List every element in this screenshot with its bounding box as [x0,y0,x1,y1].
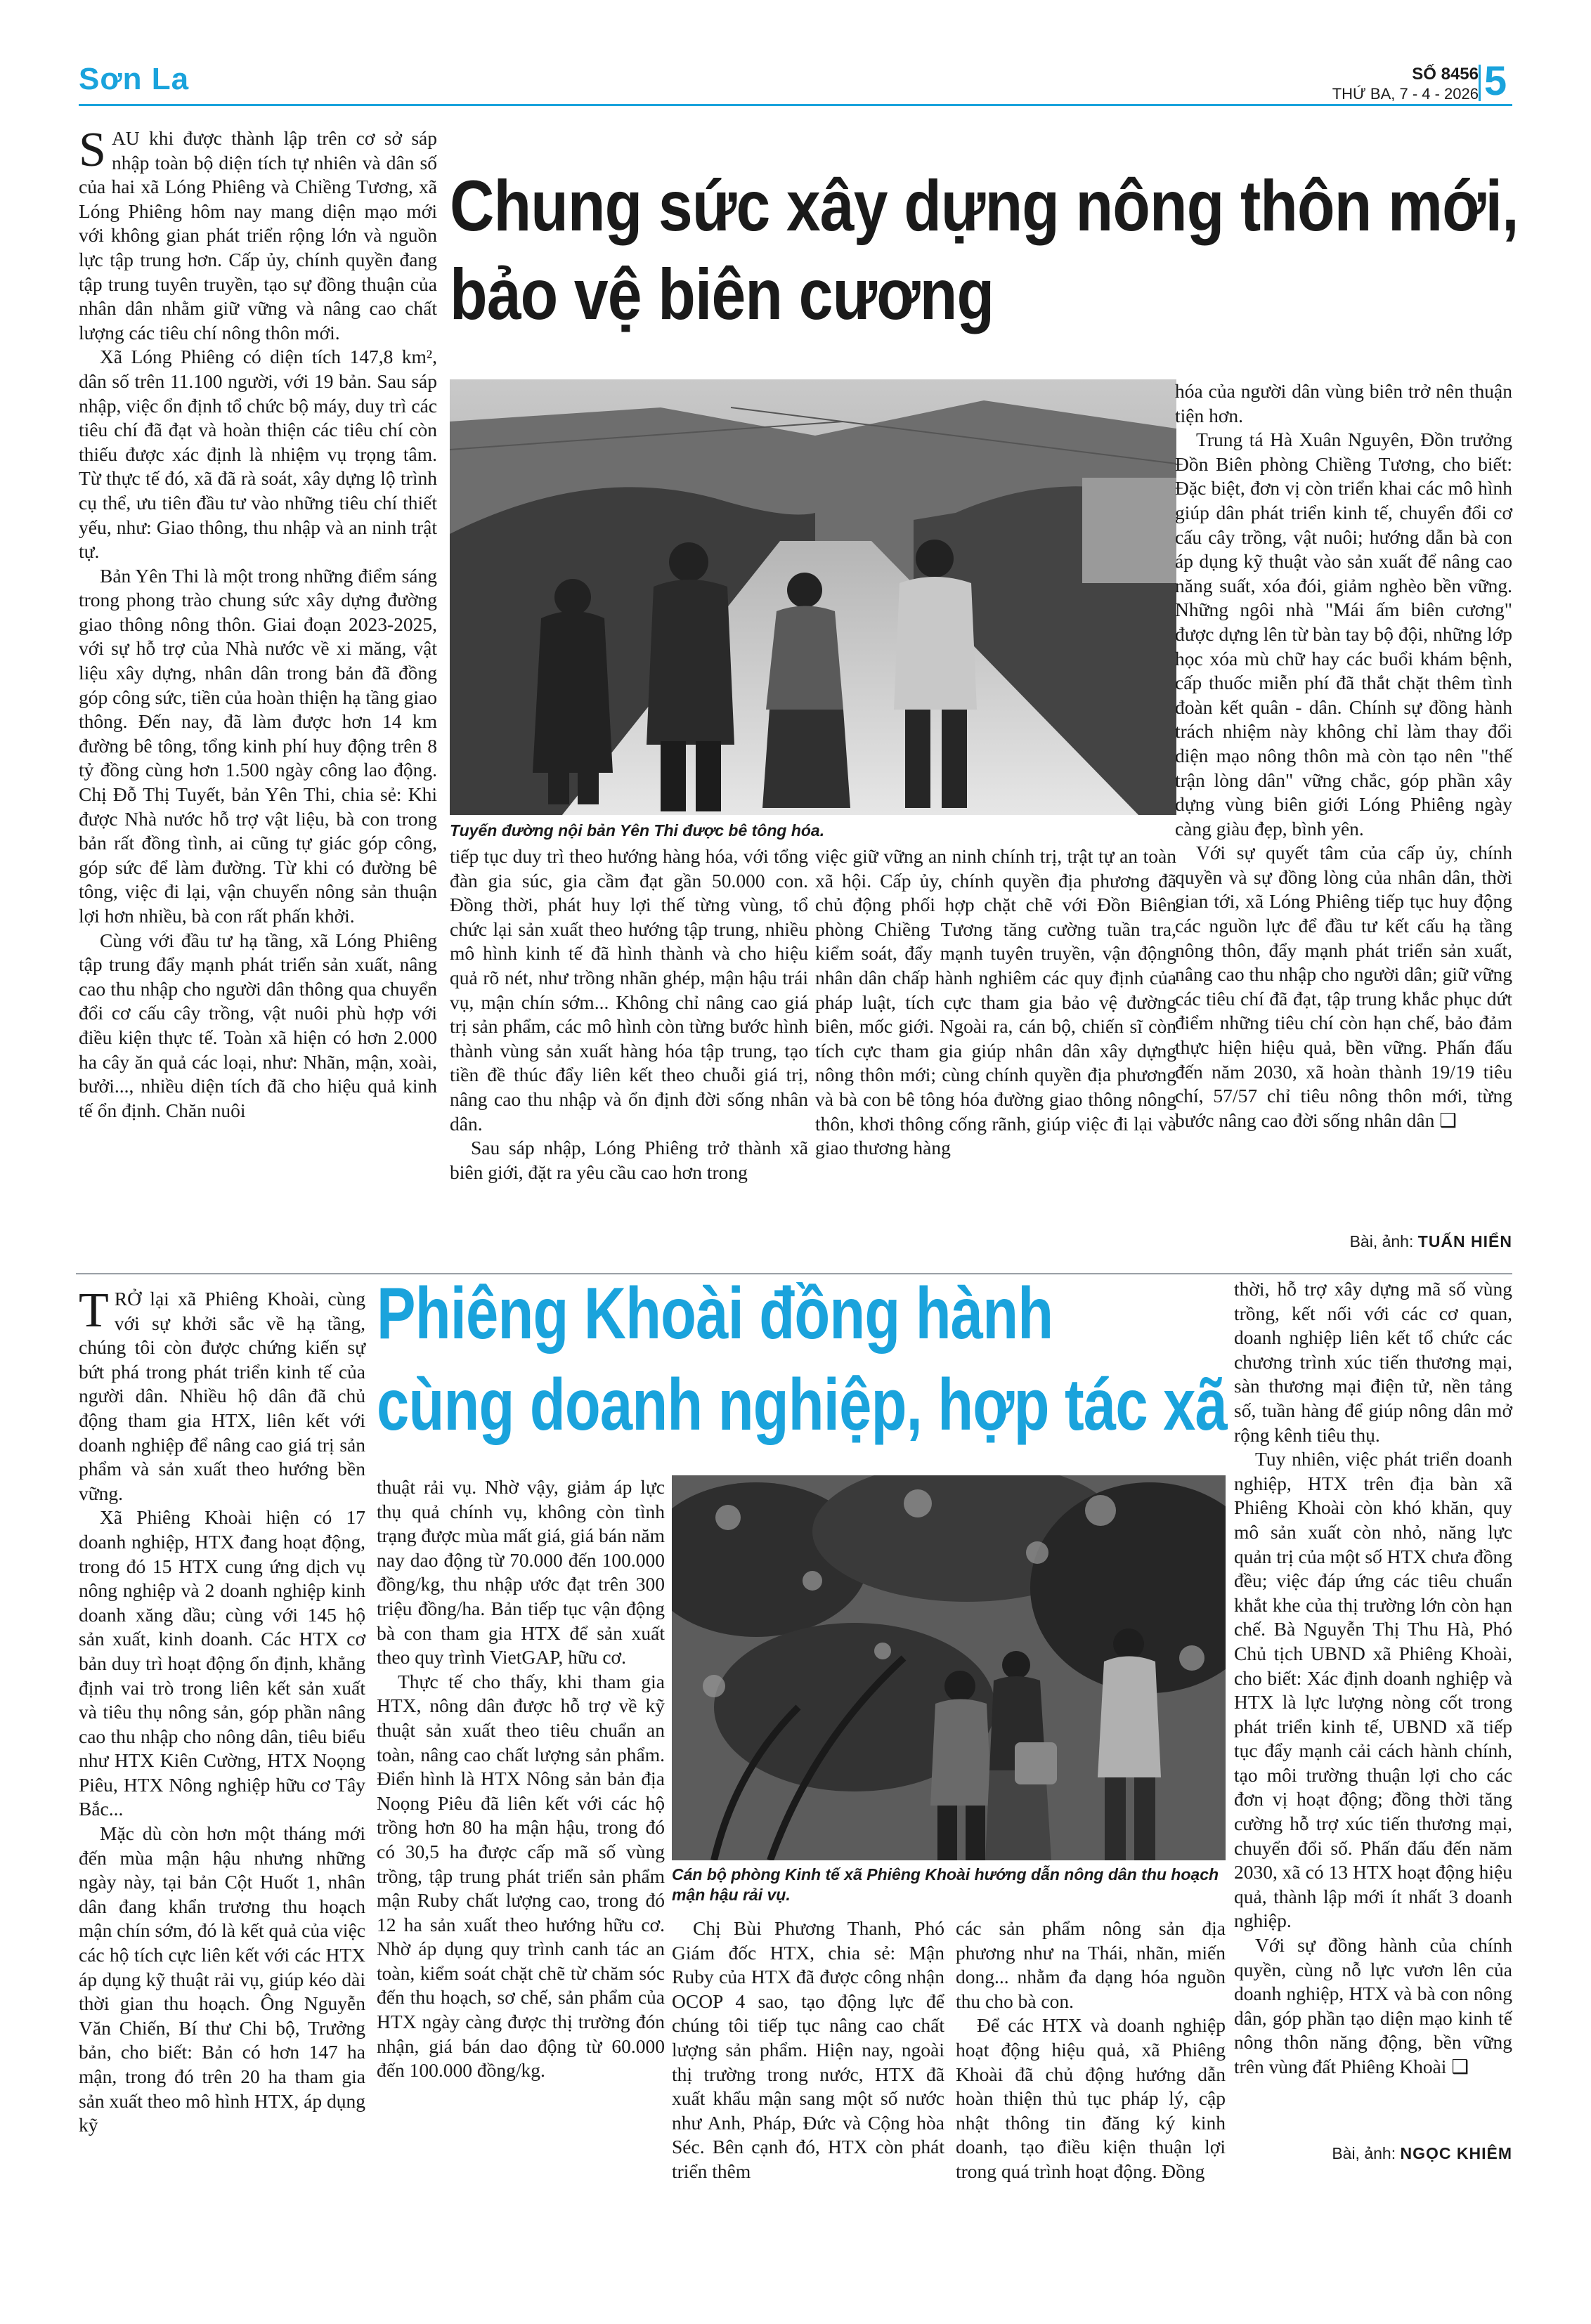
article2-col4-p2: Tuy nhiên, việc phát triển doanh nghiệp, HTX trên địa bàn xã Phiêng Khoài còn khó khăn, quy mô sản xuất còn nhỏ, năng lực quản trị của một số HTX chưa đồng đều; việc đáp ứng các tiêu chuẩn khắt khe của thị trường lớn còn hạn chế. Bà Nguyễn Thị Thu Hà, Phó Chủ tịch UBND xã Phiêng Khoài, cho biết: Xác định doanh nghiệp và HTX là lực lượng nòng cốt trong phát triển kinh tế, UBND xã tiếp tục đẩy mạnh cải cách hành chính, tạo môi trường thuận lợi cho các đơn vị hoạt động; đồng thời tăng cường hỗ trợ xúc tiến thương mại, chuyển đổi số. Phấn đấu đến năm 2030, xã có 13 HTX hoạt động hiệu quả, thành lập mới ít nhất 3 doanh nghiệp. [1234,1448,1512,1932]
article1-col1 [79,123,437,1123]
article1-col1-p3: Bản Yên Thi là một trong những điểm sáng trong phong trào chung sức xây dựng đường giao thông nông thôn. Giai đoạn 2023-2025, với sự hỗ trợ của Nhà nước về xi măng, vật liệu xây dựng, nhân dân trong bản đã đồng góp công sức, tiền của hoàn thiện hạ tầng giao thông. Đến nay, đã làm được hơn 14 km đường bê tông, tổng kinh phí huy động trên 8 tỷ đồng cùng hơn 1.500 ngày công lao động. Chị Đỗ Thị Tuyết, bản Yên Thi, chia sẻ: Khi được Nhà nước hỗ trợ vật liệu, bà con trong bản rất đồng tình, ai cũng tự giác góp công, góp sức để làm đường. Từ khi có đường bê tông, việc đi lại, vận chuyển nông sản thuận lợi hơn nhiều, bà con rất phấn khởi. [79,564,437,927]
article1-title-line1: Chung sức xây dựng nông thôn mới, [450,166,1519,246]
article1-col1-p2: Xã Lóng Phiêng có diện tích 147,8 km², dân số trên 11.100 người, với 19 bản. Sau sáp nhập, việc ổn định tổ chức bộ máy, duy trì các tiêu chí đã đạt và hoàn thiện các tiêu chí còn thiếu được xác định là nhiệm vụ trọng tâm. Từ thực tế đó, xã đã rà soát, xây dựng lộ trình cụ thể, ưu tiên đầu tư vào những tiêu chí thiết yếu, như: Giao thông, thu nhập và an ninh trật tự. [79,346,437,563]
article2-col1-p2: Xã Phiêng Khoài hiện có 17 doanh nghiệp, HTX đang hoạt động, trong đó 15 HTX cung ứng dịch vụ nông nghiệp và 2 doanh nghiệp kinh doanh xăng dầu; cùng với 145 hộ sản xuất, kinh doanh. Các HTX cơ bản duy trì hoạt động ổn định, khẳng định vai trò trong liên kết sản xuất và tiêu thụ nông sản, góp phần nâng cao thu nhập cho nông dân, tiêu biểu như HTX Kiên Cường, HTX Noọng Piêu, HTX Nông nghiệp hữu cơ Tây Bắc... [79,1506,365,1820]
issue-number: SỐ 8456 [1412,65,1479,84]
section-label: Sơn La [79,62,190,96]
article1-col4-p3: Với sự quyết tâm của cấp ủy, chính quyền và sự đồng lòng của nhân dân, thời gian tới, xã Lóng Phiêng tiếp tục huy động các nguồn lực để đầu tư kết cấu hạ tầng nông thôn, đẩy mạnh phát triển sản xuất, nâng cao thu nhập cho người dân; giữ vững các tiêu chí đã đạt, tập trung khắc phục dứt điểm những tiêu chí còn hạn chế, bảo đảm thực hiện hiệu quả, bền vững. Phấn đấu đến năm 2030, xã hoàn thành 19/19 tiêu chí, 57/57 chỉ tiêu nông thôn mới, từng bước nâng cao đời sống nhân dân ❑ [1175,842,1512,1131]
article2-photo-caption: Cán bộ phòng Kinh tế xã Phiêng Khoài hướng dẫn nông dân thu hoạch mận hậu rải vụ. [672,1865,1219,1904]
section-rule [79,104,1512,106]
article1-col3 [815,844,1176,1161]
article2-col2-p2: Thực tế cho thấy, khi tham gia HTX, nông dân được hỗ trợ về kỹ thuật sản xuất theo tiêu chuẩn an toàn, nâng cao chất lượng sản phẩm. Điển hình là HTX Nông sản bản địa Noọng Piêu đã liên kết với các hộ trồng hơn 80 ha mận hậu, trong đó có 30,5 ha được cấp mã số vùng trồng, tập trung phát triển sản phẩm mận Ruby chất lượng cao, trong đó 12 ha sản xuất theo hướng hữu cơ. Nhờ áp dụng quy trình canh tác an toàn, kiểm soát chặt chẽ từ chăm sóc đến thu hoạch, sơ chế, sản phẩm của HTX ngày càng được thị trường đón nhận, giá bán dao động từ 60.000 đến 100.000 đồng/kg. [377,1670,665,2082]
article1-byline [1175,1232,1512,1251]
article1-col2-p2: Sau sáp nhập, Lóng Phiêng trở thành xã biên giới, đặt ra yêu cầu cao hơn trong [450,1137,808,1183]
article1-photo-caption: Tuyến đường nội bản Yên Thi được bê tông hóa. [450,821,825,840]
article1-byline-prefix: Bài, ảnh: [1349,1232,1414,1251]
article2-col4-p3: Với sự đồng hành của chính quyền, cùng nỗ lực vươn lên của doanh nghiệp, HTX và bà con nông dân, góp phần tạo diện mạo kinh tế nông thôn năng động, bền vững trên vùng đất Phiêng Khoài ❑ [1234,1934,1512,2077]
plum-harvest-photo [672,1475,1226,1860]
page-number-bar [1479,65,1481,101]
article1-col2 [450,844,808,1184]
article1-col3-p1: việc giữ vững an ninh chính trị, trật tự an toàn xã hội. Cấp ủy, chính quyền địa phương đã chủ động phối hợp chặt chẽ với Đồn Biên phòng Chiềng Tương tăng cường tuần tra, kiểm soát, đẩy mạnh tuyên truyền, vận động nhân dân chấp hành nghiêm các quy định của pháp luật, tích cực tham gia bảo vệ đường biên, mốc giới. Ngoài ra, cán bộ, chiến sĩ còn tích cực tham gia giúp nhân dân xây dựng nông thôn mới; cùng chính quyền địa phương và bà con bê tông hóa đường giao thông nông thôn, khơi thông cống rãnh, giúp việc đi lại và giao thương hàng [815,845,1176,1159]
article1-title-line2: bảo vệ biên cương [450,254,994,334]
article2-col3b-p2: Để các HTX và doanh nghiệp hoạt động hiệu quả, xã Phiêng Khoài đã chủ động hướng dẫn hoàn thiện thủ tục pháp lý, cập nhật thông tin đăng ký kinh doanh, tạo điều kiện thuận lợi trong quá trình hoạt động. Đồng [956,2014,1226,2182]
issue-date: THỨ BA, 7 - 4 - 2026 [1332,85,1479,103]
article2-col3b [956,1917,1226,2184]
article2-col3b-p1: các sản phẩm nông sản địa phương như na Thái, nhãn, miến dong... nhằm đa dạng hóa nguồn thu cho bà con. [956,1917,1226,2012]
article2-col1-p1: RỞ lại xã Phiêng Khoài, cùng với sự khởi sắc về hạ tầng, chúng tôi còn được chứng kiến sự bứt phá trong phát triển kinh tế của người dân. Nhiều hộ dân đã chủ động tham gia HTX, liên kết với doanh nghiệp để nâng cao giá trị sản phẩm và sản xuất theo hướng bền vững. [79,1288,365,1504]
article1-col4-p1: hóa của người dân vùng biên trở nên thuận tiện hơn. [1175,380,1512,426]
article2-col1 [79,1284,365,2138]
article2-byline-prefix: Bài, ảnh: [1332,2144,1396,2162]
article2-col3 [672,1917,944,2184]
article2-title-line2: cùng doanh nghiệp, hợp tác xã [377,1364,1228,1446]
article2-title-line1: Phiêng Khoài đồng hành [377,1273,1053,1354]
article2-photo [672,1475,1226,1860]
article1-col2-p1: tiếp tục duy trì theo hướng hàng hóa, với tổng đàn gia súc, gia cầm đạt gần 50.000 con. Đồng thời, phát huy lợi thế từng vùng, tổ chức lại sản xuất theo hướng tập trung, nhiều mô hình kinh tế đã hình thành và cho hiệu quả rõ nét, như trồng nhãn ghép, mận hậu trái vụ, mận chín sớm... Không chỉ nâng cao giá trị sản phẩm, các mô hình còn từng bước hình thành vùng sản xuất hàng hóa tập trung, tạo tiền đề thúc đẩy liên kết theo chuỗi giá trị, nâng cao thu nhập và ổn định đời sống nhân dân. [450,845,808,1135]
article2-col3-p1: Chị Bùi Phương Thanh, Phó Giám đốc HTX, chia sẻ: Mận Ruby của HTX đã được công nhận OCOP 4 sao, tạo động lực để chúng tôi tiếp tục nâng cao chất lượng sản phẩm. Hiện nay, ngoài thị trường trong nước, HTX đã xuất khẩu mận sang một số nước như Anh, Pháp, Đức và Cộng hòa Séc. Bên cạnh đó, HTX còn phát triển thêm [672,1917,944,2182]
article2-col4 [1234,1277,1512,2080]
page-number: 5 [1483,58,1507,104]
village-road-photo [450,379,1176,815]
article1-byline-name: TUẤN HIỂN [1417,1232,1512,1251]
article1-col4 [1175,379,1512,1132]
article2-col2 [377,1475,665,2083]
article1-col4-p2: Trung tá Hà Xuân Nguyên, Đồn trưởng Đồn Biên phòng Chiềng Tương, cho biết: Đặc biệt, đơn vị còn triển khai các mô hình giúp dân phát triển kinh tế, chuyển đổi cơ cấu cây trồng, vật nuôi; hướng dẫn bà con áp dụng kỹ thuật vào sản xuất để nâng cao năng suất, xóa đói, giảm nghèo bền vững. Những ngôi nhà "Mái ấm biên cương" được dựng lên từ bàn tay bộ đội, những lớp học xóa mù chữ hay các buổi khám bệnh, cấp thuốc miễn phí đã thắt chặt thêm tình đoàn kết quân - dân. Chính sự đồng hành trách nhiệm này không chỉ làm thay đổi diện mạo nông thôn mà còn tạo nên "thế trận lòng dân" vững chắc, góp phần xây dựng vùng biên giới Lóng Phiêng ngày càng giàu đẹp, bình yên. [1175,429,1512,840]
article2-byline-name: NGỌC KHIÊM [1400,2144,1512,2162]
article1-dropcap: S [79,123,106,177]
article2-col4-p1: thời, hỗ trợ xây dựng mã số vùng trồng, kết nối với các cơ quan, doanh nghiệp liên kết tổ chức các chương trình xúc tiến thương mại, sàn thương mại điện tử, nền tảng số, tuần hàng để giúp nông dân mở rộng kênh tiêu thụ. [1234,1278,1512,1446]
article2-col1-p3: Mặc dù còn hơn một tháng mới đến mùa mận hậu nhưng những ngày này, tại bản Cột Huốt 1, nhân dân đang khẩn trương thu hoạch mận chín sớm, đó là kết quả của việc các hộ tích cực liên kết với các HTX áp dụng kỹ thuật rải vụ, giúp kéo dài thời gian thu hoạch. Ông Nguyễn Văn Chiến, Bí thư Chi bộ, Trưởng bản, cho biết: Bản có hơn 147 ha mận, trong đó trên 20 ha tham gia sản xuất theo mô hình HTX, áp dụng kỹ [79,1822,365,2136]
article1-photo [450,379,1176,815]
article2-dropcap: T [79,1284,109,1338]
article2-byline [1234,2144,1512,2163]
article1-col1-p1: AU khi được thành lập trên cơ sở sáp nhập toàn bộ diện tích tự nhiên và dân số của hai xã Lóng Phiêng và Chiềng Tương, xã Lóng Phiêng hôm nay mang diện mạo mới với không gian phát triển rộng lớn và nguồn lực tập trung hơn. Cấp ủy, chính quyền đang tập trung tuyên truyền, tạo sự đồng thuận của nhân dân nhằm giữ vững và nâng cao chất lượng các tiêu chí nông thôn mới. [79,127,437,344]
article1-col1-p4: Cùng với đầu tư hạ tầng, xã Lóng Phiêng tập trung đẩy mạnh phát triển sản xuất, nâng cao thu nhập cho người dân thông qua chuyển đổi cơ cấu cây trồng, vật nuôi phù hợp với điều kiện thực tế. Toàn xã hiện có hơn 2.000 ha cây ăn quả các loại, như: Nhãn, mận, xoài, bưởi..., nhiều diện tích đã cho hiệu quả kinh tế ổn định. Chăn nuôi [79,929,437,1121]
article2-col2-p1: thuật rải vụ. Nhờ vậy, giảm áp lực thụ quả chính vụ, không còn tình trạng được mùa mất giá, giá bán năm nay dao động từ 70.000 đến 100.000 đồng/kg, thu nhập ước đạt trên 300 triệu đồng/ha. Bản tiếp tục vận động bà con tham gia HTX để sản xuất theo quy trình VietGAP, hữu cơ. [377,1476,665,1669]
